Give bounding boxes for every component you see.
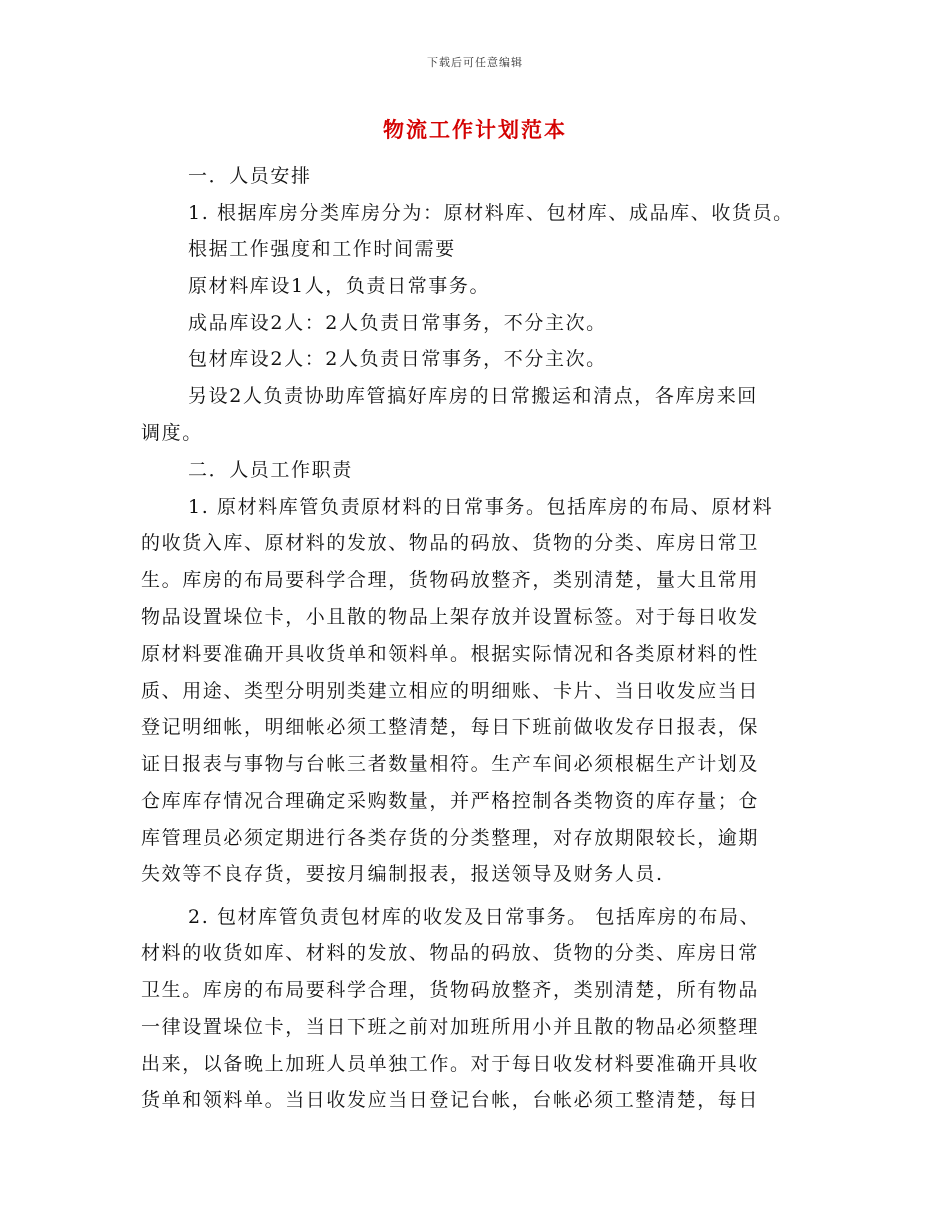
section-heading-1: 一．人员安排 [188, 165, 312, 187]
paragraph-line: 根据工作强度和工作时间需要 [188, 238, 456, 260]
paragraph-line: 证日报表与事物与台帐三者数量相符。生产车间必须根椐生产计划及 [141, 753, 760, 775]
paragraph-line: 出来，以备晚上加班人员单独工作。对于每日收发材料要准确开具收 [141, 1053, 760, 1075]
paragraph-line: 1. 原材料库管负责原材料的日常事务。包括库房的布局、原材料 [188, 496, 774, 518]
paragraph-line: 成品库设2人：2人负责日常事务，不分主次。 [188, 312, 607, 334]
paragraph-line: 材料的收货如库、材料的发放、物品的码放、货物的分类、库房日常 [141, 942, 760, 964]
paragraph-line: 原材料库设1人，负责日常事务。 [188, 275, 491, 297]
paragraph-line: 的收货入库、原材料的发放、物品的码放、货物的分类、库房日常卫 [141, 532, 760, 554]
page-header-note: 下载后可任意编辑 [427, 56, 523, 69]
paragraph-line: 1. 根据库房分类库房分为：原材料库、包材库、成品库、收货员。 [188, 202, 794, 224]
paragraph-line: 仓库库存情况合理确定采购数量，并严格控制各类物资的库存量；仓 [141, 790, 760, 812]
paragraph-line: 登记明细帐，明细帐必须工整清楚，每日下班前做收发存日报表，保 [141, 716, 760, 738]
paragraph-line: 一律设置垛位卡，当日下班之前对加班所用小并且散的物品必须整理 [141, 1016, 760, 1038]
paragraph-line: 生。库房的布局要科学合理，货物码放整齐，类别清楚，量大且常用 [141, 569, 760, 591]
paragraph-line: 质、用途、类型分明别类建立相应的明细账、卡片、当日收发应当日 [141, 680, 760, 702]
document-title: 物流工作计划范本 [383, 117, 567, 142]
paragraph-line: 包材库设2人：2人负责日常事务，不分主次。 [188, 348, 607, 370]
section-heading-2: 二．人员工作职责 [188, 459, 353, 481]
paragraph-line: 2. 包材库管负责包材库的收发及日常事务。 包括库房的布局、 [188, 906, 761, 928]
paragraph-line: 调度。 [141, 422, 203, 444]
paragraph-line: 失效等不良存货，要按月编制报表，报送领导及财务人员. [141, 863, 664, 885]
paragraph-line: 卫生。库房的布局要科学合理，货物码放整齐，类别清楚，所有物品 [141, 979, 760, 1001]
paragraph-line: 货单和领料单。当日收发应当日登记台帐，台帐必须工整清楚，每日 [141, 1089, 760, 1111]
paragraph-line: 原材料要准确开具收货单和领料单。根据实际情况和各类原材料的性 [141, 643, 760, 665]
paragraph-line: 库管理员必须定期进行各类存货的分类整理，对存放期限较长，逾期 [141, 827, 760, 849]
paragraph-line: 另设2人负责协助库管搞好库房的日常搬运和清点，各库房来回 [188, 385, 758, 407]
paragraph-line: 物品设置垛位卡，小且散的物品上架存放并设置标签。对于每日收发 [141, 606, 760, 628]
